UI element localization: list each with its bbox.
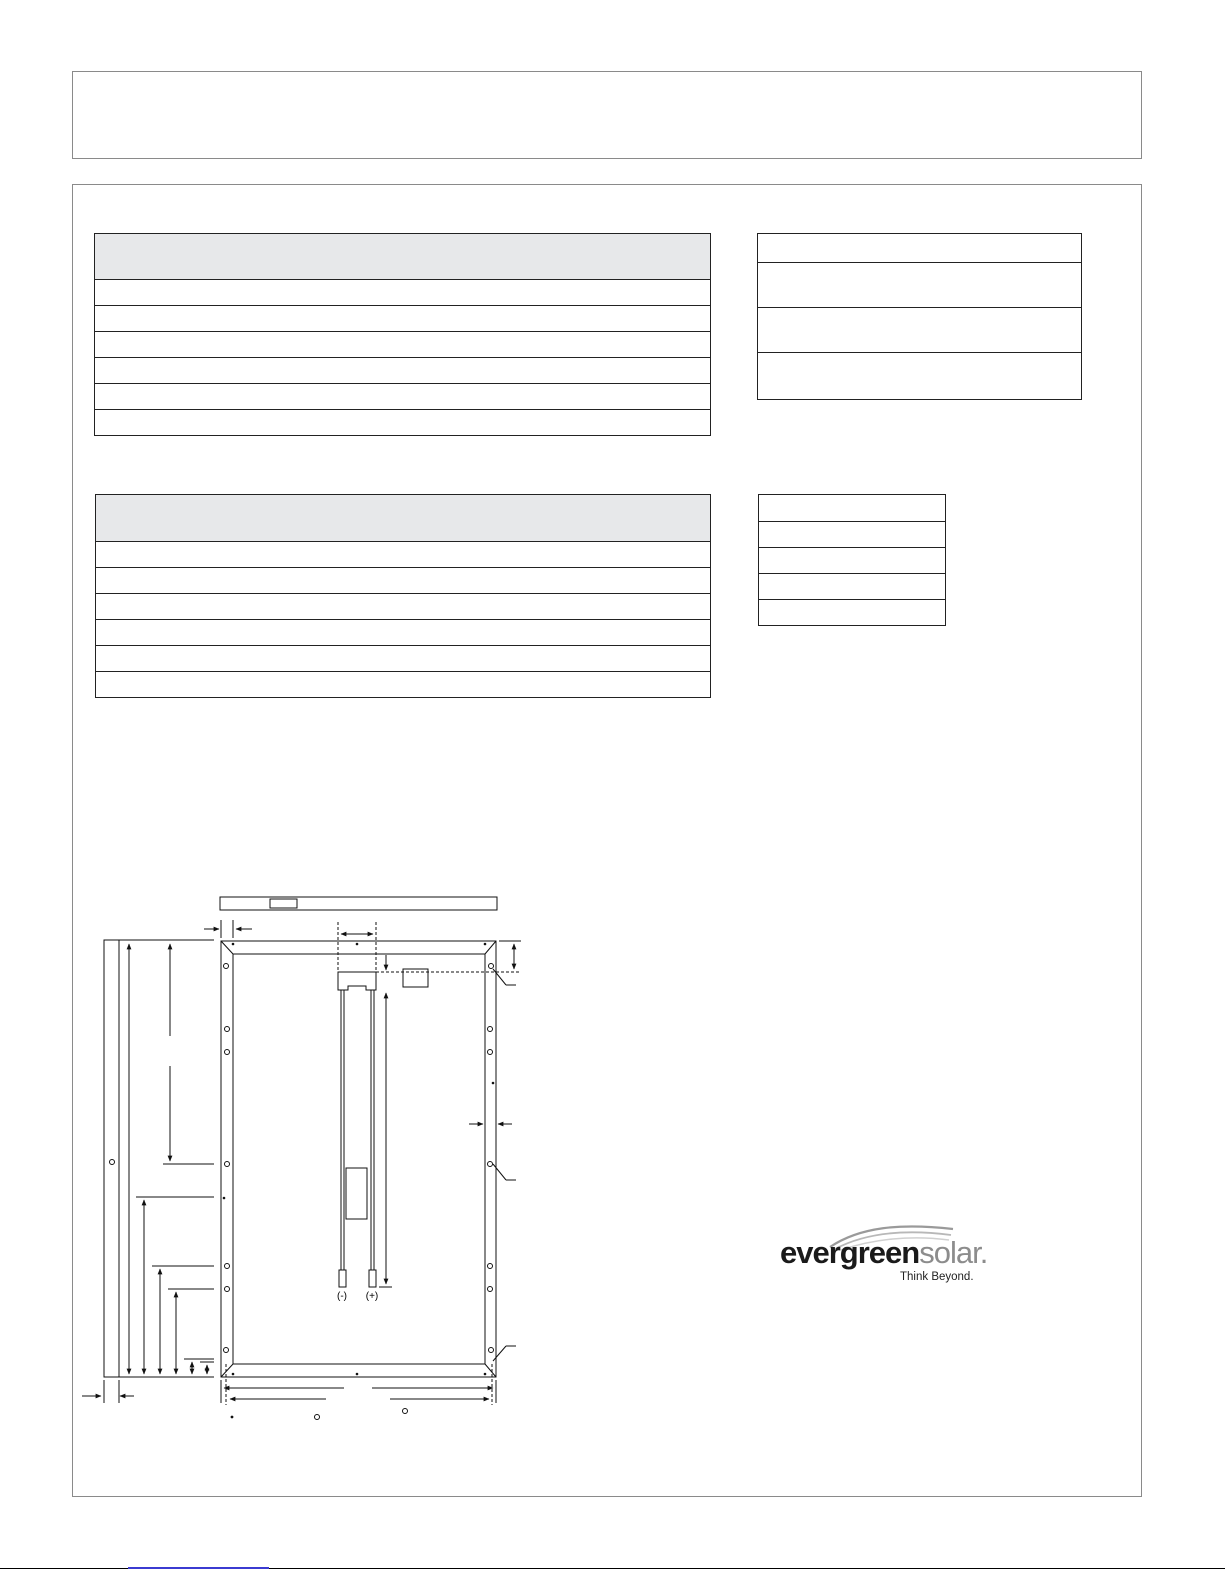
table-row [95,410,711,436]
module-frame-inner [233,954,485,1364]
table-row [759,522,946,548]
serial-label-box [346,1168,367,1219]
table-row [758,308,1082,353]
table-row [95,306,711,332]
module-frame-outer [221,941,496,1377]
electrical-table-noct [95,494,711,698]
table-header-row [96,495,711,542]
table-row [96,646,711,672]
table-row [759,600,946,626]
positive-connector-icon [369,1270,376,1287]
electrical-table-stc [94,233,711,436]
brand-light: solar. [919,1235,988,1270]
side-view-left [104,940,119,1377]
small-spec-table [758,494,946,626]
table-row [759,495,946,522]
table-row [95,280,711,306]
ground-icon [224,964,229,969]
ground-icon [403,1409,408,1414]
brand-tagline: Think Beyond. [900,1271,974,1283]
side-view-top [220,897,497,910]
positive-lead-label: (+) [365,1291,379,1302]
ground-icon [224,1348,229,1353]
table-row [95,358,711,384]
mounting-hole-legend-icon [315,1415,320,1420]
evergreen-solar-logo [780,1215,1000,1295]
ground-icon [489,1348,494,1353]
module-dimension-drawing [80,890,540,1450]
ground-icon [489,964,494,969]
footer-link[interactable] [128,1567,269,1569]
table-row [759,548,946,574]
negative-lead-label: (-) [337,1291,347,1302]
table-row [758,234,1082,263]
header-panel [72,71,1142,159]
table-row [96,542,711,568]
table-row [96,620,711,646]
junction-box-side-icon [270,899,297,908]
negative-connector-icon [339,1270,346,1287]
table-row [758,353,1082,400]
junction-box [338,972,376,990]
table-row [96,594,711,620]
table-row [758,263,1082,308]
brand-wordmark [780,1235,987,1271]
table-row [95,332,711,358]
table-row [759,574,946,600]
right-spec-table [757,233,1082,400]
table-row [96,672,711,698]
table-row [95,384,711,410]
brand-bold: evergreen [780,1235,920,1270]
table-header-row [95,234,711,280]
table-row [96,568,711,594]
